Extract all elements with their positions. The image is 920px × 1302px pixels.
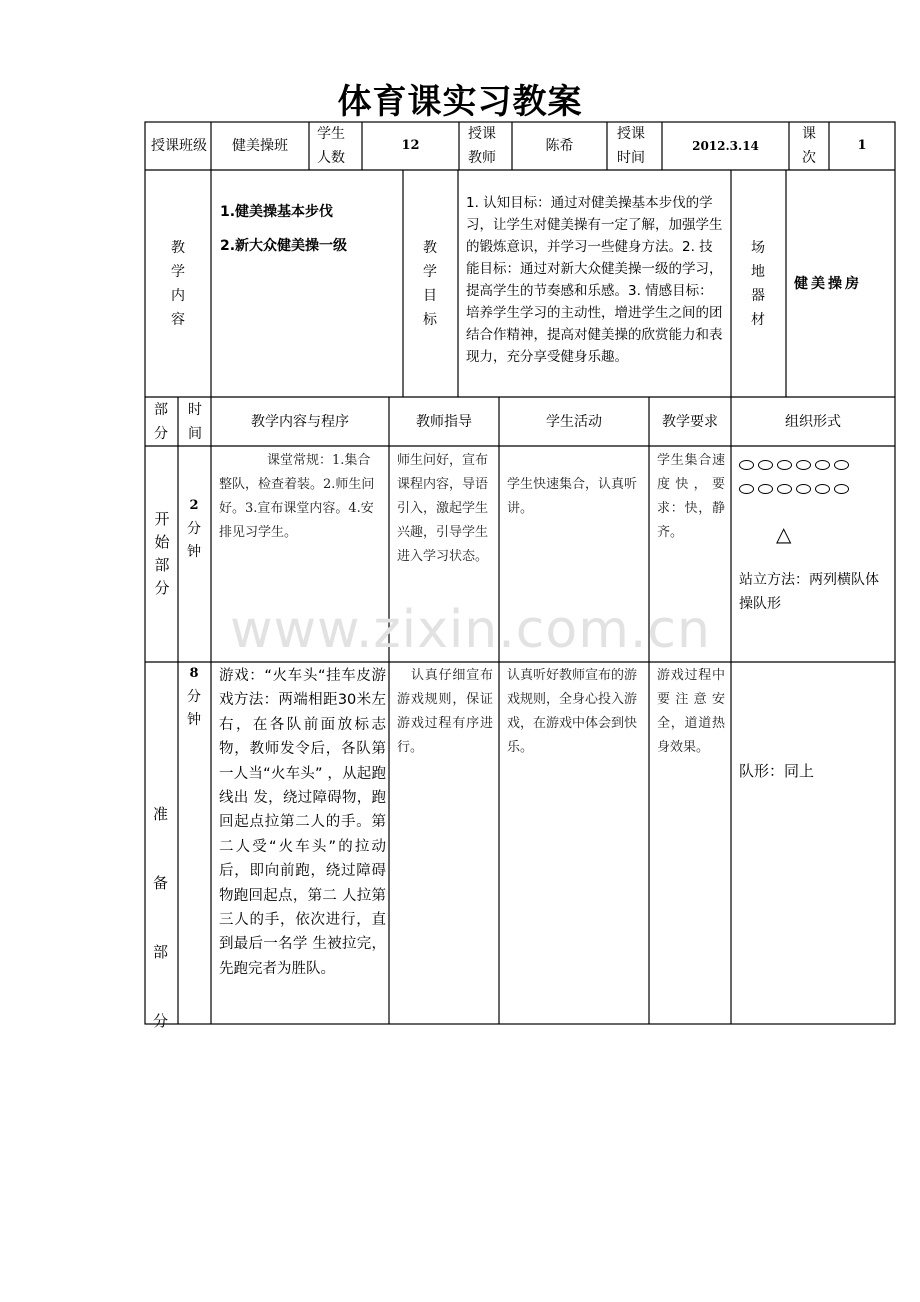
col-requirement: 教学要求: [662, 413, 718, 430]
venue-label: 场地器材: [751, 239, 765, 328]
page-title: 体育课实习教案: [337, 82, 583, 122]
teacher-triangle-icon: △: [776, 522, 792, 546]
prep-requirement: 游戏过程中要注意安全，道道热身效果。: [657, 668, 725, 755]
teacher-label: 授课教师: [468, 126, 496, 166]
watermark: www.zixin.com.cn: [230, 600, 711, 660]
start-time-unit: 分钟: [187, 521, 201, 560]
prep-student-activity: 认真听好教师宣布的游戏规则，全身心投入游戏，在游戏中体会到快乐。: [507, 668, 638, 755]
student-marker-icon: [739, 484, 754, 494]
formation-row-2: [739, 480, 889, 500]
col-teacher-guide: 教师指导: [416, 413, 472, 430]
lesson-label: 课次: [802, 126, 816, 166]
prep-teacher-guide: 认真仔细宣布游戏规则，保证游戏过程有序进行。: [397, 668, 493, 755]
student-marker-icon: [834, 484, 849, 494]
col-procedure: 教学内容与程序: [251, 413, 349, 430]
prep-time-number: 8: [189, 666, 199, 681]
prep-part-label: [153, 662, 171, 1030]
class-value: 健美操班: [232, 138, 288, 154]
time-value: 2012.3.14: [692, 139, 759, 153]
lesson-value: 1: [857, 138, 867, 153]
content-item-2: 2.新大众健美操一级: [220, 238, 348, 254]
prep-organization: 队形：同上: [739, 762, 815, 780]
content-label: 教学内容: [171, 239, 185, 328]
student-marker-icon: [777, 484, 792, 494]
col-part: 部分: [154, 401, 168, 442]
col-time: 时间: [188, 401, 202, 442]
start-part-label: 开始部分: [154, 510, 170, 597]
prep-procedure: 游戏：“火车头“挂车皮游戏方法：两端相距30米左右，在各队前面放标志物，教师发令后，各队第一人当“火车头” ，从起跑线出 发，绕过障碍物，跑回起点拉第二人的手。第二人受“火车头”的拉动后，即向前跑，绕过障碍物跑回起点，第二 人拉第三人的手，依次进行，直到最后一名学 生被拉完，先跑完者为胜队。: [219, 668, 386, 977]
students-label: 学生人数: [317, 126, 345, 166]
student-marker-icon: [777, 460, 792, 470]
student-marker-icon: [834, 460, 849, 470]
student-marker-icon: [739, 460, 754, 470]
start-student-activity: 学生快速集合，认真听讲。: [507, 477, 638, 516]
student-marker-icon: [815, 484, 830, 494]
venue-value: 健美操房: [794, 275, 862, 292]
goals-text: 1. 认知目标：通过对健美操基本步伐的学习，让学生对健美操有一定了解，加强学生的锻炼意识，并学习一些健身方法。2. 技能目标：通过对新大众健美操一级的学习，提高学生的节奏感和乐感。3. 情感目标：培养学生学习的主动性，增进学生之间的团结合作精神，提高对健美操的欣赏能力和表现力，充分享受健身乐趣。: [466, 195, 723, 365]
start-procedure: 课堂常规：1.集合整队，检查着装。2.师生问好。3.宣布课堂内容。4.安排见习学生。: [219, 453, 375, 540]
prep-part-label-text: 准备部分: [153, 805, 169, 1030]
content-item-1: 1.健美操基本步伐: [220, 204, 334, 220]
student-marker-icon: [815, 460, 830, 470]
formation-row-1: [739, 456, 889, 476]
students-value: 12: [401, 138, 420, 153]
class-label: 授课班级: [151, 138, 207, 154]
student-marker-icon: [758, 460, 773, 470]
student-marker-icon: [796, 460, 811, 470]
goal-label: 教学目标: [423, 239, 437, 328]
col-organization: 组织形式: [785, 413, 841, 430]
prep-time-unit: 分钟: [187, 689, 201, 728]
col-student-activity: 学生活动: [546, 413, 602, 430]
start-requirement: 学生集合速度快，要求：快，静齐。: [657, 453, 725, 540]
student-marker-icon: [758, 484, 773, 494]
start-teacher-guide: 师生问好，宣布课程内容，导语引入，激起学生兴趣，引导学生进入学习状态。: [397, 453, 489, 564]
start-time-number: 2: [189, 498, 199, 513]
time-label: 授课时间: [617, 126, 645, 166]
formation-text: 站立方法：两列横队体操队形: [739, 572, 879, 612]
teacher-value: 陈希: [545, 138, 574, 154]
student-marker-icon: [796, 484, 811, 494]
